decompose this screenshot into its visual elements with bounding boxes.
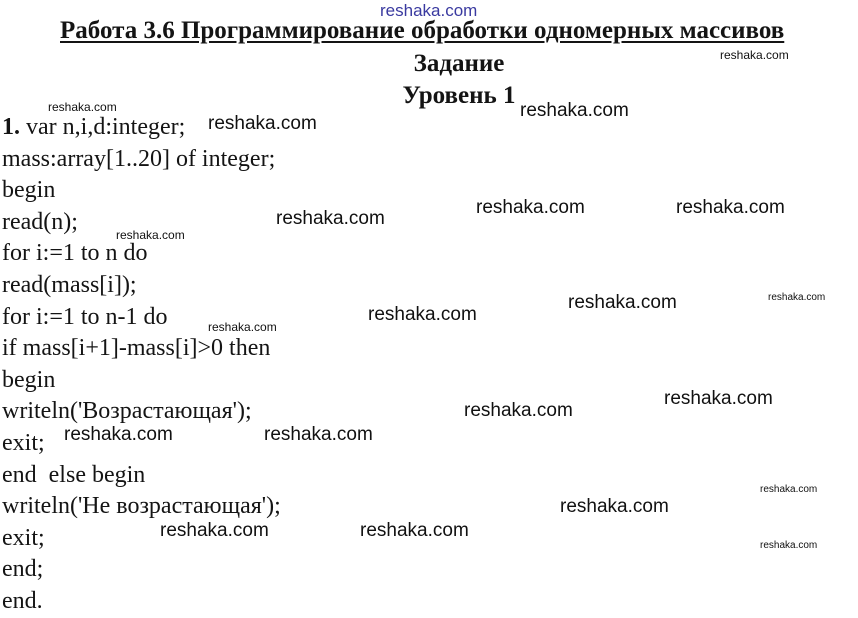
code-line: end. [2, 587, 43, 614]
watermark: reshaka.com [760, 540, 818, 551]
watermark: reshaka.com [208, 113, 317, 134]
code-line: for i:=1 to n do [2, 240, 148, 267]
code-line: read(mass[i]); [2, 271, 137, 298]
code-line: writeln('Не возрастающая'); [2, 493, 281, 520]
code-line-text: var n,i,d:integer; [20, 114, 186, 140]
watermark: reshaka.com [476, 197, 585, 218]
code-line: mass:array[1..20] of integer; [2, 145, 276, 172]
code-line: end else begin [2, 461, 146, 488]
watermark: reshaka.com [676, 197, 785, 218]
watermark: reshaka.com [208, 320, 277, 334]
task-heading: Задание [413, 50, 505, 77]
watermark: reshaka.com [116, 228, 185, 242]
watermark: reshaka.com [760, 484, 818, 495]
watermark: reshaka.com [768, 292, 826, 303]
code-line: writeln('Возрастающая'); [2, 398, 252, 425]
watermark: reshaka.com [48, 100, 117, 114]
watermark: reshaka.com [368, 304, 477, 325]
watermark: reshaka.com [160, 520, 269, 541]
code-line: read(n); [2, 208, 78, 235]
code-line: exit; [2, 524, 45, 551]
watermark: reshaka.com [520, 100, 629, 121]
watermark: reshaka.com [720, 48, 789, 62]
code-line: if mass[i+1]-mass[i]>0 then [2, 335, 271, 362]
page-title: Работа 3.6 Программирование обработки одномерных массивов [60, 17, 785, 44]
watermark: reshaka.com [560, 496, 669, 517]
code-listing [2, 112, 281, 618]
code-line: exit; [2, 429, 45, 456]
watermark: reshaka.com [276, 208, 385, 229]
task-number: 1. [2, 114, 20, 140]
code-line: begin [2, 177, 56, 204]
watermark: reshaka.com [360, 520, 469, 541]
watermark: reshaka.com [664, 388, 773, 409]
watermark: reshaka.com [64, 424, 173, 445]
watermark: reshaka.com [380, 1, 478, 20]
watermark: reshaka.com [464, 400, 573, 421]
code-line: end; [2, 556, 44, 583]
code-line: begin [2, 366, 56, 393]
watermark: reshaka.com [568, 292, 677, 313]
level-heading: Уровень 1 [402, 82, 516, 109]
code-line: for i:=1 to n-1 do [2, 303, 168, 330]
watermark: reshaka.com [264, 424, 373, 445]
